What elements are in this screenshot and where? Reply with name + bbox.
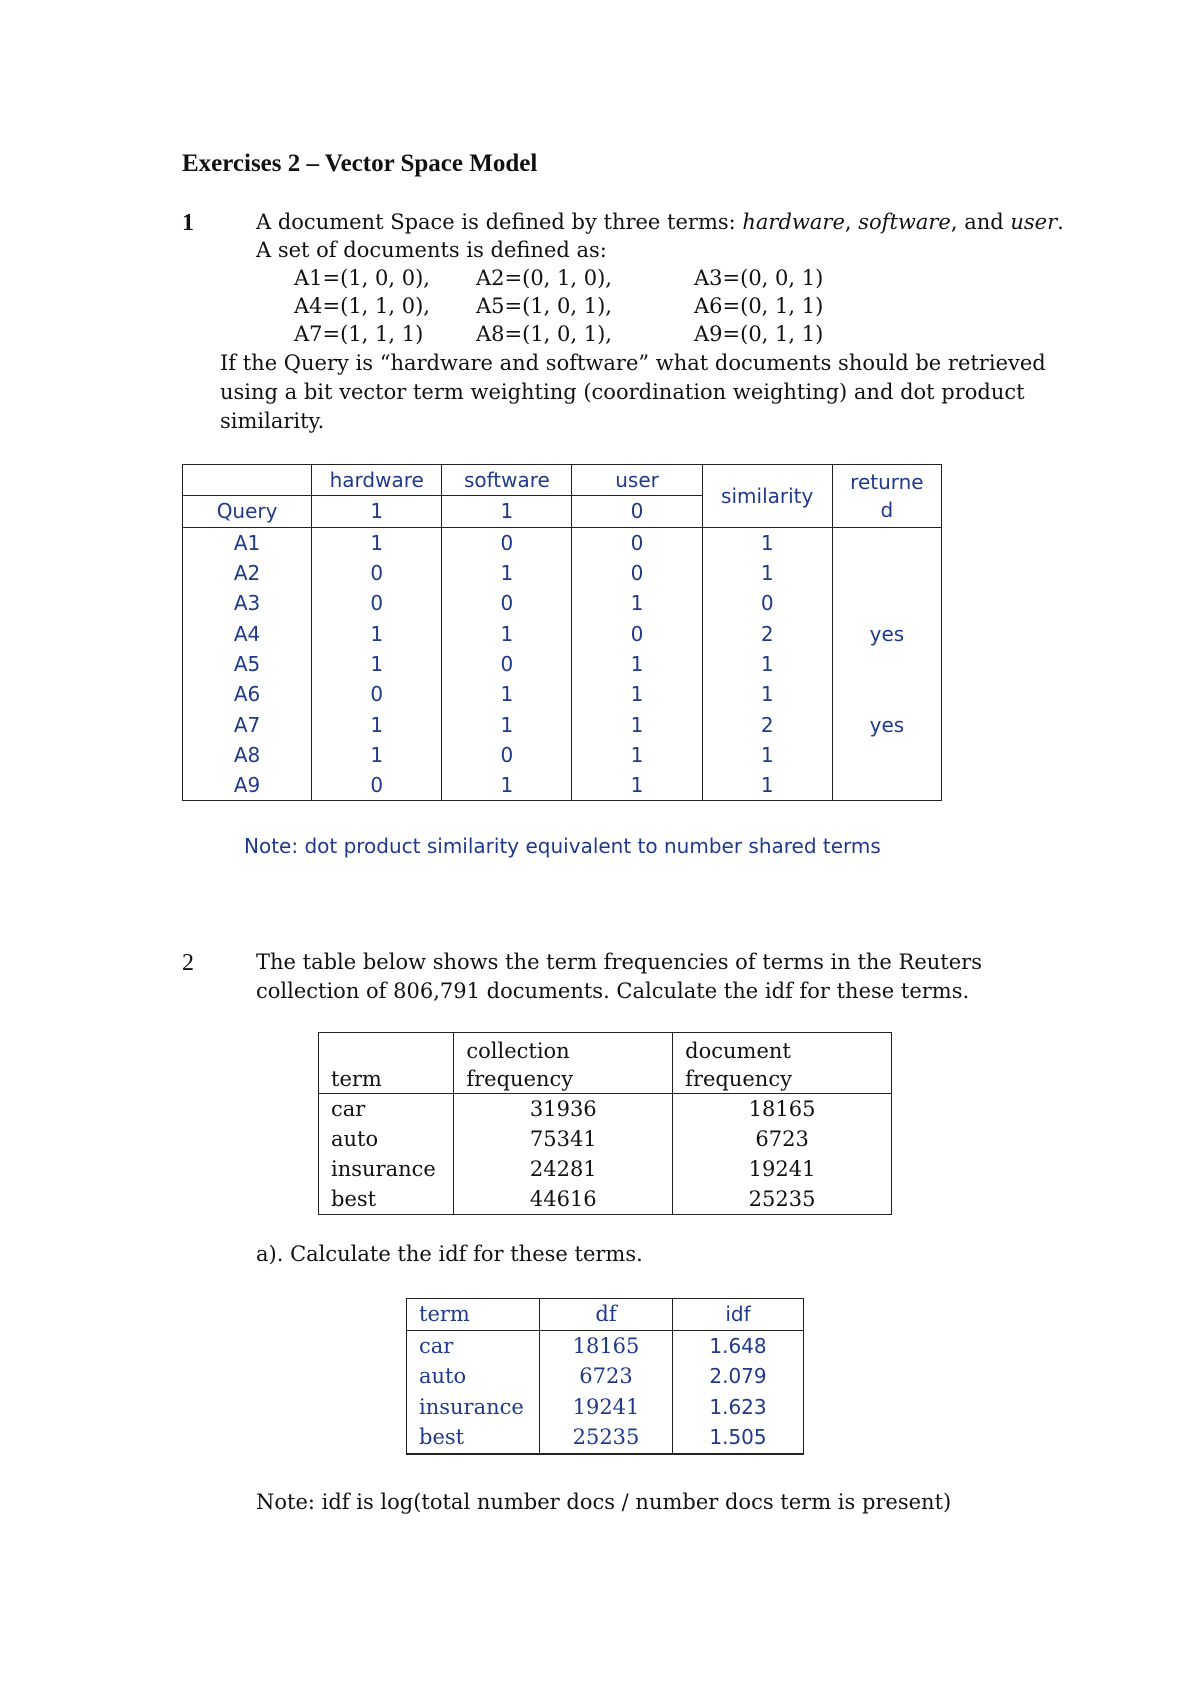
cell-similarity: 1 [702,679,832,709]
query-label: Query [183,496,312,527]
doc-label: A7 [183,709,312,739]
vector-a7: A7=(1, 1, 1) [294,322,424,346]
table-row [319,1154,892,1184]
cell-returned [832,649,941,679]
similarity-note: Note: dot product similarity equivalent to number shared terms [244,834,881,858]
vector-a3: A3=(0, 0, 1) [694,266,824,290]
idf-cell: 1.505 [673,1422,804,1454]
doc-label: A3 [183,588,312,618]
cell-hardware: 1 [312,709,442,739]
vector-a4: A4=(1, 1, 0), [294,294,430,318]
question-1-line-2: A set of documents is defined as: [256,238,607,262]
cell-similarity: 2 [702,709,832,739]
cell-hardware: 0 [312,770,442,801]
header-user: user [572,465,702,496]
cell-user: 0 [572,618,702,648]
cell-software: 1 [442,679,572,709]
cell-software: 0 [442,527,572,558]
page-title: Exercises 2 – Vector Space Model [182,150,538,177]
table-row [183,527,942,558]
table-row [183,770,942,801]
cell-user: 1 [572,709,702,739]
idf-table [406,1298,804,1455]
header-returned [832,465,941,528]
table-row [183,709,942,739]
document-frequency-cell: 19241 [673,1154,892,1184]
q1-line1-prefix: A document Space is defined by three terms: [256,210,743,234]
idf-cell: 1.623 [673,1392,804,1423]
document-frequency-cell: 6723 [673,1124,892,1154]
cell-software: 0 [442,588,572,618]
header-document-frequency [673,1033,892,1094]
cell-similarity: 0 [702,588,832,618]
table-header-row [183,465,942,496]
doc-label: A4 [183,618,312,648]
table-row [183,679,942,709]
cell-software: 1 [442,709,572,739]
doc-label: A2 [183,558,312,588]
cell-user: 1 [572,770,702,801]
cell-user: 1 [572,679,702,709]
header-collection-frequency [454,1033,673,1094]
question-2-number: 2 [182,950,194,976]
table-row [407,1422,804,1454]
cell-user: 0 [572,558,702,588]
cell-hardware: 1 [312,740,442,770]
table-row [183,618,942,648]
cell-user: 1 [572,740,702,770]
cell-software: 1 [442,618,572,648]
q1-sep1: , [844,210,859,234]
cell-similarity: 2 [702,618,832,648]
document-frequency-cell: 18165 [673,1094,892,1125]
term-software: software [858,210,951,234]
cell-software: 1 [442,770,572,801]
term-cell: car [319,1094,454,1125]
term-cell: auto [319,1124,454,1154]
header-returned-line-1: returne [850,470,924,494]
vector-a8: A8=(1, 0, 1), [476,322,612,346]
idf-cell: 1.648 [673,1330,804,1361]
query-hardware: 1 [312,496,442,527]
table-header-row [407,1299,804,1331]
doc-label: A8 [183,740,312,770]
header-software: software [442,465,572,496]
header-returned-line-2: d [880,498,894,522]
collection-frequency-cell: 24281 [454,1154,673,1184]
cell-similarity: 1 [702,649,832,679]
header-term: term [319,1033,454,1094]
table-row [407,1361,804,1392]
table-row [183,740,942,770]
df-cell: 25235 [540,1422,673,1454]
query-user: 0 [572,496,702,527]
table-row [319,1184,892,1215]
table-header-row [319,1033,892,1094]
cell-returned [832,558,941,588]
term-cell: insurance [407,1392,540,1423]
term-cell: car [407,1330,540,1361]
idf-cell: 2.079 [673,1361,804,1392]
header-df: df [540,1299,673,1331]
df-cell: 18165 [540,1330,673,1361]
cell-hardware: 0 [312,588,442,618]
header-collection-line-2: frequency [466,1067,574,1091]
table-row [319,1124,892,1154]
vector-a9: A9=(0, 1, 1) [694,322,824,346]
question-1-text-3: similarity. [220,409,325,433]
vector-a2: A2=(0, 1, 0), [476,266,612,290]
cell-similarity: 1 [702,770,832,801]
header-collection-line-1: collection [466,1039,570,1063]
term-cell: auto [407,1361,540,1392]
similarity-table [182,464,942,801]
cell-returned: yes [832,618,941,648]
sub-question-a: a). Calculate the idf for these terms. [256,1242,643,1266]
cell-software: 1 [442,558,572,588]
cell-software: 0 [442,740,572,770]
question-2-line-2: collection of 806,791 documents. Calculate the idf for these terms. [256,979,970,1003]
query-software: 1 [442,496,572,527]
term-hardware: hardware [742,210,845,234]
collection-frequency-cell: 31936 [454,1094,673,1125]
cell-software: 0 [442,649,572,679]
term-cell: best [319,1184,454,1215]
cell-returned [832,527,941,558]
cell-user: 1 [572,649,702,679]
question-1-line-1 [256,210,1064,234]
question-1-text-1: If the Query is “hardware and software” what documents should be retrieved [220,351,1046,375]
q1-sep2: , and [950,210,1011,234]
header-document-line-1: document [685,1039,791,1063]
question-1-number: 1 [182,210,194,236]
df-cell: 19241 [540,1392,673,1423]
term-frequency-table [318,1032,892,1215]
cell-returned [832,679,941,709]
cell-hardware: 0 [312,679,442,709]
header-idf: idf [673,1299,804,1331]
cell-returned: yes [832,709,941,739]
header-similarity: similarity [702,465,832,528]
cell-similarity: 1 [702,558,832,588]
document-frequency-cell: 25235 [673,1184,892,1215]
cell-hardware: 0 [312,558,442,588]
header-term: term [407,1299,540,1331]
table-row [407,1392,804,1423]
cell-similarity: 1 [702,740,832,770]
vector-a6: A6=(0, 1, 1) [694,294,824,318]
df-cell: 6723 [540,1361,673,1392]
table-row [319,1094,892,1125]
q1-line1-end: . [1057,210,1064,234]
doc-label: A9 [183,770,312,801]
question-2-line-1: The table below shows the term frequencies of terms in the Reuters [256,950,982,974]
doc-label: A1 [183,527,312,558]
vector-a5: A5=(1, 0, 1), [476,294,612,318]
table-row [183,649,942,679]
cell-hardware: 1 [312,649,442,679]
table-row [407,1330,804,1361]
collection-frequency-cell: 75341 [454,1124,673,1154]
doc-label: A5 [183,649,312,679]
table-row [183,558,942,588]
cell-returned [832,770,941,801]
term-cell: best [407,1422,540,1454]
idf-note: Note: idf is log(total number docs / number docs term is present) [256,1490,952,1514]
collection-frequency-cell: 44616 [454,1184,673,1215]
cell-similarity: 1 [702,527,832,558]
term-cell: insurance [319,1154,454,1184]
term-user: user [1010,210,1058,234]
cell-hardware: 1 [312,618,442,648]
header-document-line-2: frequency [685,1067,792,1091]
cell-returned [832,740,941,770]
doc-label: A6 [183,679,312,709]
cell-hardware: 1 [312,527,442,558]
table-row [183,588,942,618]
question-1-text-2: using a bit vector term weighting (coordination weighting) and dot product [220,380,1025,404]
header-hardware: hardware [312,465,442,496]
vector-a1: A1=(1, 0, 0), [294,266,430,290]
cell-returned [832,588,941,618]
cell-user: 0 [572,527,702,558]
cell-user: 1 [572,588,702,618]
